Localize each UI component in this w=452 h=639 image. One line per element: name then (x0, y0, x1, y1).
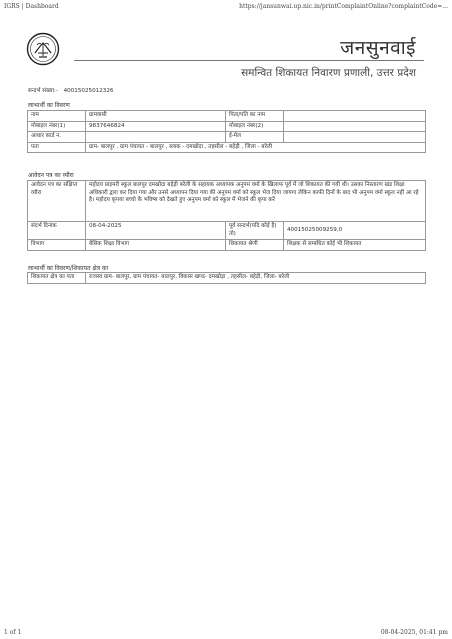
page-count: 1 of 1 (4, 629, 22, 636)
table-row (28, 132, 426, 143)
date-value: 08-04-2025 (86, 222, 226, 240)
father-value (284, 111, 426, 122)
area-section-heading: लाभार्थी का विवरण/शिकायत क्षेत्र का (28, 265, 109, 272)
category-label: शिकायत श्रेणी (226, 240, 284, 251)
name-value: ग्रामवासी (86, 111, 226, 122)
address-label: पता (28, 142, 86, 153)
table-row (28, 142, 426, 153)
mobile2-value (284, 121, 426, 132)
print-datetime: 08-04-2025, 01:41 pm (380, 629, 448, 636)
date-label: संदर्भ दिनांक (28, 222, 86, 240)
print-header-title: IGRS | Dashboard (4, 3, 59, 10)
aadhar-label: आधार कार्ड न. (28, 132, 86, 143)
table-row (28, 111, 426, 122)
email-value (284, 132, 426, 143)
table-row (28, 273, 426, 284)
title-divider (74, 60, 424, 61)
mobile2-label: मोबाइल नंबर(2) (226, 121, 284, 132)
summary-value: महोदय प्राइमरी स्कूल बालपुर दमखोदा बहेड़ी बरेली के सहायक अध्यापक अनुपम वर्मा के खिलाफ पूर्व में जो शिकायत की गयी थी। उसका निस्तारण खंड शिक्षा अधिकारी द्वारा कर दिया गया और उनसे अध्यापन दिया गया की अनुपम वर्मा को स्कूल भेज दिया जायगा लेकिन काफी दिनों के बाद भी अनुपम वर्मा स्कूल नहीं आ रहे है। महोदय कृपया बच्चो के भविष्य को देखते हुए अनुपम वर्मा को स्कूल में भेजने की कृपा करें (86, 181, 426, 222)
father-label: पिता/पति का नाम (226, 111, 284, 122)
department-label: विभाग (28, 240, 86, 251)
category-value: शिक्षक से सम्बंधित कोई भी शिकायत (284, 240, 426, 251)
page-subtitle: समन्वित शिकायत निवारण प्रणाली, उत्तर प्रदेश (241, 67, 416, 79)
name-label: नाम (28, 111, 86, 122)
area-table (27, 272, 426, 284)
applicant-table (27, 110, 426, 153)
application-section-heading: आवेदन पत्र का व्यौरा (28, 172, 74, 179)
area-value: राजस्व ग्राम- बालपुर, ग्राम पंचायत- बालपुर, विकास खण्ड- दमखोड़ा , तहसील- बहेड़ी, जिला- बरेली (86, 273, 426, 284)
reference-value: 40015025012326 (63, 88, 114, 94)
aadhar-value (86, 132, 226, 143)
prev-ref-label: पूर्व सन्दर्भ(यदि कोई है) तो) (226, 222, 284, 240)
applicant-section-heading: लाभार्थी का विवरण (28, 102, 70, 109)
mobile1-value: 9837646824 (86, 121, 226, 132)
page-title: जनसुनवाई (340, 37, 416, 59)
table-row (28, 240, 426, 251)
reference-label: सन्दर्भ संख्या:- (28, 88, 58, 94)
summary-label: आवेदन पत्र का संक्षिप्त व्यौरा (28, 181, 86, 222)
application-table (27, 180, 426, 251)
mobile1-label: मोबाइल नंबर(1) (28, 121, 86, 132)
table-row (28, 121, 426, 132)
prev-ref-value: 40015025009259,0 (284, 222, 426, 240)
table-row (28, 181, 426, 222)
department-value: बेसिक शिक्षा विभाग (86, 240, 226, 251)
address-value: ग्राम- बालपुर , ग्राम पंचायत - बालपुर , ब्लाक - दमखोदा , तहसील - बहेड़ी , जिला - बरेली (86, 142, 426, 153)
print-header-url: https://jansunwai.up.nic.in/printComplaintOnline?complaintCode=... (239, 3, 448, 10)
reference-number (28, 86, 113, 94)
email-label: ई-मेल (226, 132, 284, 143)
table-row (28, 222, 426, 240)
area-label: शिकायत क्षेत्र का पता (28, 273, 86, 284)
